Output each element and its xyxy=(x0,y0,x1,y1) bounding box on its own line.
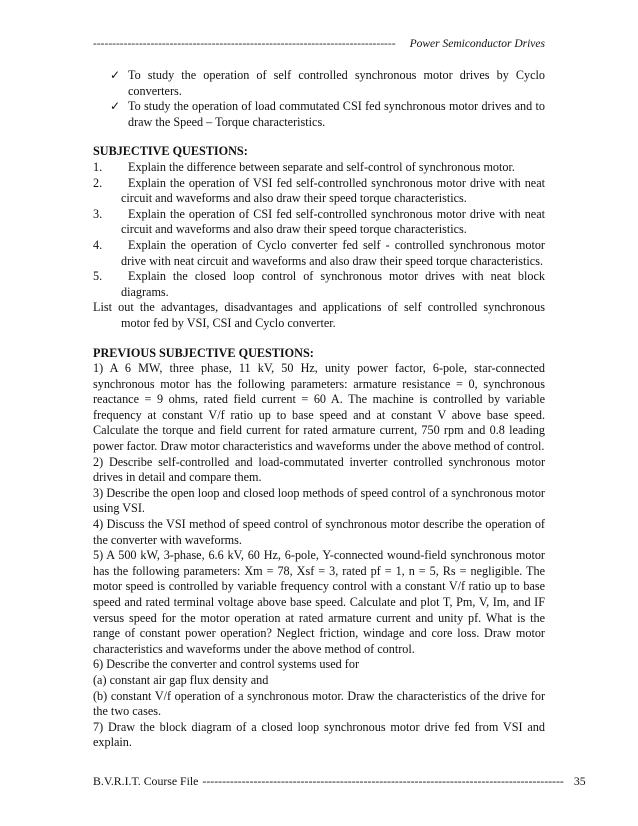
question-text: Explain the closed loop control of synchronous motor drives with neat block diagrams. xyxy=(121,269,545,299)
subjective-question xyxy=(93,176,545,207)
question-text: Explain the difference between separate and self-control of synchronous motor. xyxy=(128,159,515,174)
footer-rule: -------------------------------------------------------------------------------------------- xyxy=(202,774,564,788)
subjective-question xyxy=(93,160,545,176)
question-number: 3. xyxy=(93,206,103,221)
question-number: 4. xyxy=(93,237,103,252)
objective-item xyxy=(93,99,545,130)
header-title: Power Semiconductor Drives xyxy=(409,38,545,50)
page-header xyxy=(93,38,545,50)
previous-question: 1) A 6 MW, three phase, 11 kV, 50 Hz, unity power factor, 6-pole, star-connected synchronous motor has the following parameters: armature resistance = 0, synchronous reactance = 9 ohms, rated field current = 60 A. The machine is controlled by variable frequency at constant V/f ratio up to base speed and at constant V above base speed. Calculate the torque and field current for rated armature current, 750 rpm and 0.8 leading power factor. Draw motor characteristics and waveforms under the above method of control. xyxy=(93,361,545,454)
previous-question: 6) Describe the converter and control systems used for xyxy=(93,657,360,672)
previous-questions-list xyxy=(93,361,545,751)
objective-text: To study the operation of self controlled synchronous motor drives by Cyclo converters. xyxy=(128,68,545,98)
checkmark-icon: ✓ xyxy=(110,99,121,114)
objective-text: To study the operation of load commutated CSI fed synchronous motor drives and to draw the Speed – Torque characteristics. xyxy=(128,99,545,129)
subjective-question xyxy=(93,269,545,300)
question-number: 1. xyxy=(93,159,103,174)
question-text: Explain the operation of VSI fed self-controlled synchronous motor drive with neat circuit and waveforms and also draw their speed torque characteristics. xyxy=(121,175,545,206)
previous-question: 2) Describe self-controlled and load-commutated inverter controlled synchronous motor drives in detail and compare them. xyxy=(93,454,545,485)
footer-label: B.V.R.I.T. Course File xyxy=(93,774,199,788)
question-number: 5. xyxy=(93,269,103,284)
question-text: Explain the operation of CSI fed self-controlled synchronous motor drive with neat circuit and waveforms and also draw their speed torque characteristics. xyxy=(121,206,545,237)
question-text: Explain the operation of Cyclo converter fed self - controlled synchronous motor drive with neat circuit and waveforms and also draw their speed torque characteristics. xyxy=(121,237,545,268)
question-number: 2. xyxy=(93,175,103,190)
previous-question: 7) Draw the block diagram of a closed loop synchronous motor drive fed from VSI and explain. xyxy=(93,719,545,750)
subjective-questions-list xyxy=(93,160,545,332)
objectives-list xyxy=(93,68,545,130)
subjective-question-unnumbered xyxy=(93,300,545,331)
header-rule: ------------------------------------------------------------------------------- xyxy=(93,38,396,50)
previous-question-subpart: (a) constant air gap flux density and xyxy=(93,672,269,687)
page-number: 35 xyxy=(573,774,586,788)
previous-question-subpart: (b) constant V/f operation of a synchronous motor. Draw the characteristics of the drive for the two cases. xyxy=(93,688,545,719)
question-text: List out the advantages, disadvantages and applications of self controlled synchronous motor fed by VSI, CSI and Cyclo converter. xyxy=(93,300,545,330)
subjective-heading: SUBJECTIVE QUESTIONS: xyxy=(93,144,248,159)
subjective-question xyxy=(93,238,545,269)
objective-item xyxy=(93,68,545,99)
previous-question: 3) Describe the open loop and closed loop methods of speed control of a synchronous motor using VSI. xyxy=(93,485,545,516)
page-footer xyxy=(93,774,586,789)
checkmark-icon: ✓ xyxy=(110,68,121,82)
previous-question: 4) Discuss the VSI method of speed control of synchronous motor describe the operation of the converter with waveforms. xyxy=(93,517,545,547)
subjective-question xyxy=(93,207,545,238)
previous-question: 5) A 500 kW, 3-phase, 6.6 kV, 60 Hz, 6-pole, Y-connected wound-field synchronous motor has the following parameters: Xm = 78, Xsf = 3, rated pf = 1, n = 5, Rs = negligible. The motor speed is controlled by variable frequency control with a constant V/f ratio up to base speed and rated terminal voltage above base speed. Calculate and plot T, Pm, V, Im, and IF versus speed for the motor operation at rated armature current and unity pf. What is the range of constant power operation? Neglect friction, windage and core loss. Draw motor characteristics and waveforms under the above method of control. xyxy=(93,548,545,656)
page-content xyxy=(93,68,545,751)
previous-questions-heading: PREVIOUS SUBJECTIVE QUESTIONS: xyxy=(93,345,314,360)
